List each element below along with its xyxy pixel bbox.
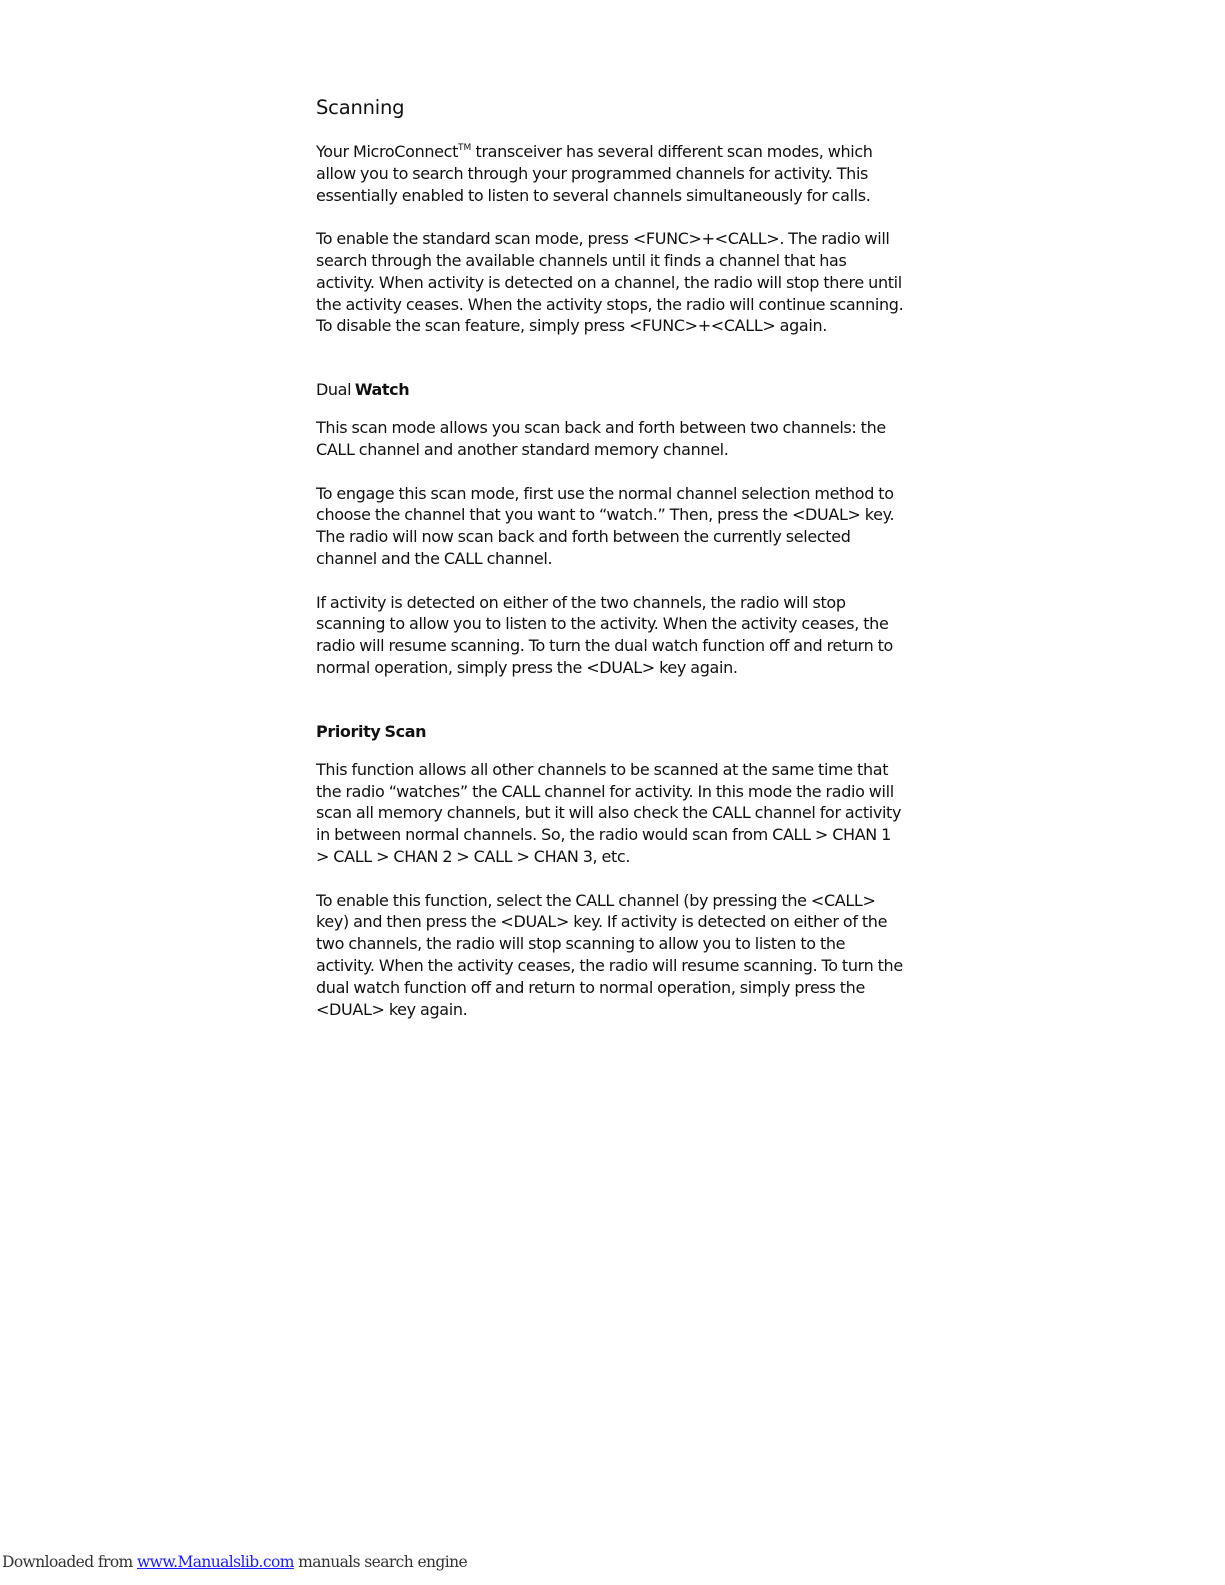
scanning-intro-paragraph: [316, 141, 906, 206]
manualslib-link[interactable]: www.Manualslib.com: [137, 1553, 294, 1571]
section-title-dual-watch: [316, 380, 906, 399]
priority-scan-description-paragraph: This function allows all other channels to be scanned at the same time that the radio “watches” the CALL channel for activity. In this mode the radio will scan all memory channels, but it will also check the CALL channel for activity in between normal channels. So, the radio would scan from CALL > CHAN 1 > CALL > CHAN 2 > CALL > CHAN 3, etc.: [316, 759, 902, 866]
footer-suffix: manuals search engine: [293, 1553, 468, 1571]
dual-watch-title-part2: Watch: [354, 380, 410, 400]
section-title-scanning: Scanning: [316, 96, 405, 119]
trademark-mark: TM: [458, 143, 472, 153]
section-title-priority-scan: [316, 722, 906, 741]
priority-scan-enable-paragraph: To enable this function, select the CALL channel (by pressing the <CALL> key) and then press the <DUAL> key. If activity is detected on either of the two channels, the radio will stop scanning to allow you to listen to the activity. When the activity ceases, the radio will resume scanning. To turn the dual watch function off and return to normal operation, simply press the <DUAL> key again.: [316, 890, 903, 1019]
dual-watch-activity-paragraph: If activity is detected on either of the two channels, the radio will stop scanning to allow you to listen to the activity. When the activity ceases, the radio will resume scanning. To turn the dual watch function off and return to normal operation, simply press the <DUAL> key again.: [316, 592, 893, 677]
dual-watch-engage-paragraph: To engage this scan mode, first use the normal channel selection method to choose the channel that you want to “watch.” Then, press the <DUAL> key. The radio will now scan back and forth between the currently selected channel and the CALL channel.: [316, 483, 895, 568]
dual-watch-title-part1: Dual: [316, 380, 355, 400]
footer-prefix: Downloaded from: [2, 1553, 137, 1571]
intro-text-pre: Your MicroConnect: [316, 142, 459, 161]
intro-text-post: transceiver has several different scan modes, which allow you to search through your programmed channels for activity. This essentially enabled to listen to several channels simultaneously for calls.: [316, 142, 873, 205]
scanning-enable-paragraph: To enable the standard scan mode, press <FUNC>+<CALL>. The radio will search through the available channels until it finds a channel that has activity. When activity is detected on a channel, the radio will stop there until the activity ceases. When the activity stops, the radio will continue scanning. To disable the scan feature, simply press <FUNC>+<CALL> again.: [316, 229, 904, 336]
manual-page-content: [316, 96, 906, 1020]
priority-scan-title: Priority Scan: [316, 721, 427, 741]
dual-watch-description-paragraph: This scan mode allows you scan back and forth between two channels: the CALL channel and another standard memory channel.: [316, 418, 886, 459]
download-footer: [2, 1553, 467, 1571]
